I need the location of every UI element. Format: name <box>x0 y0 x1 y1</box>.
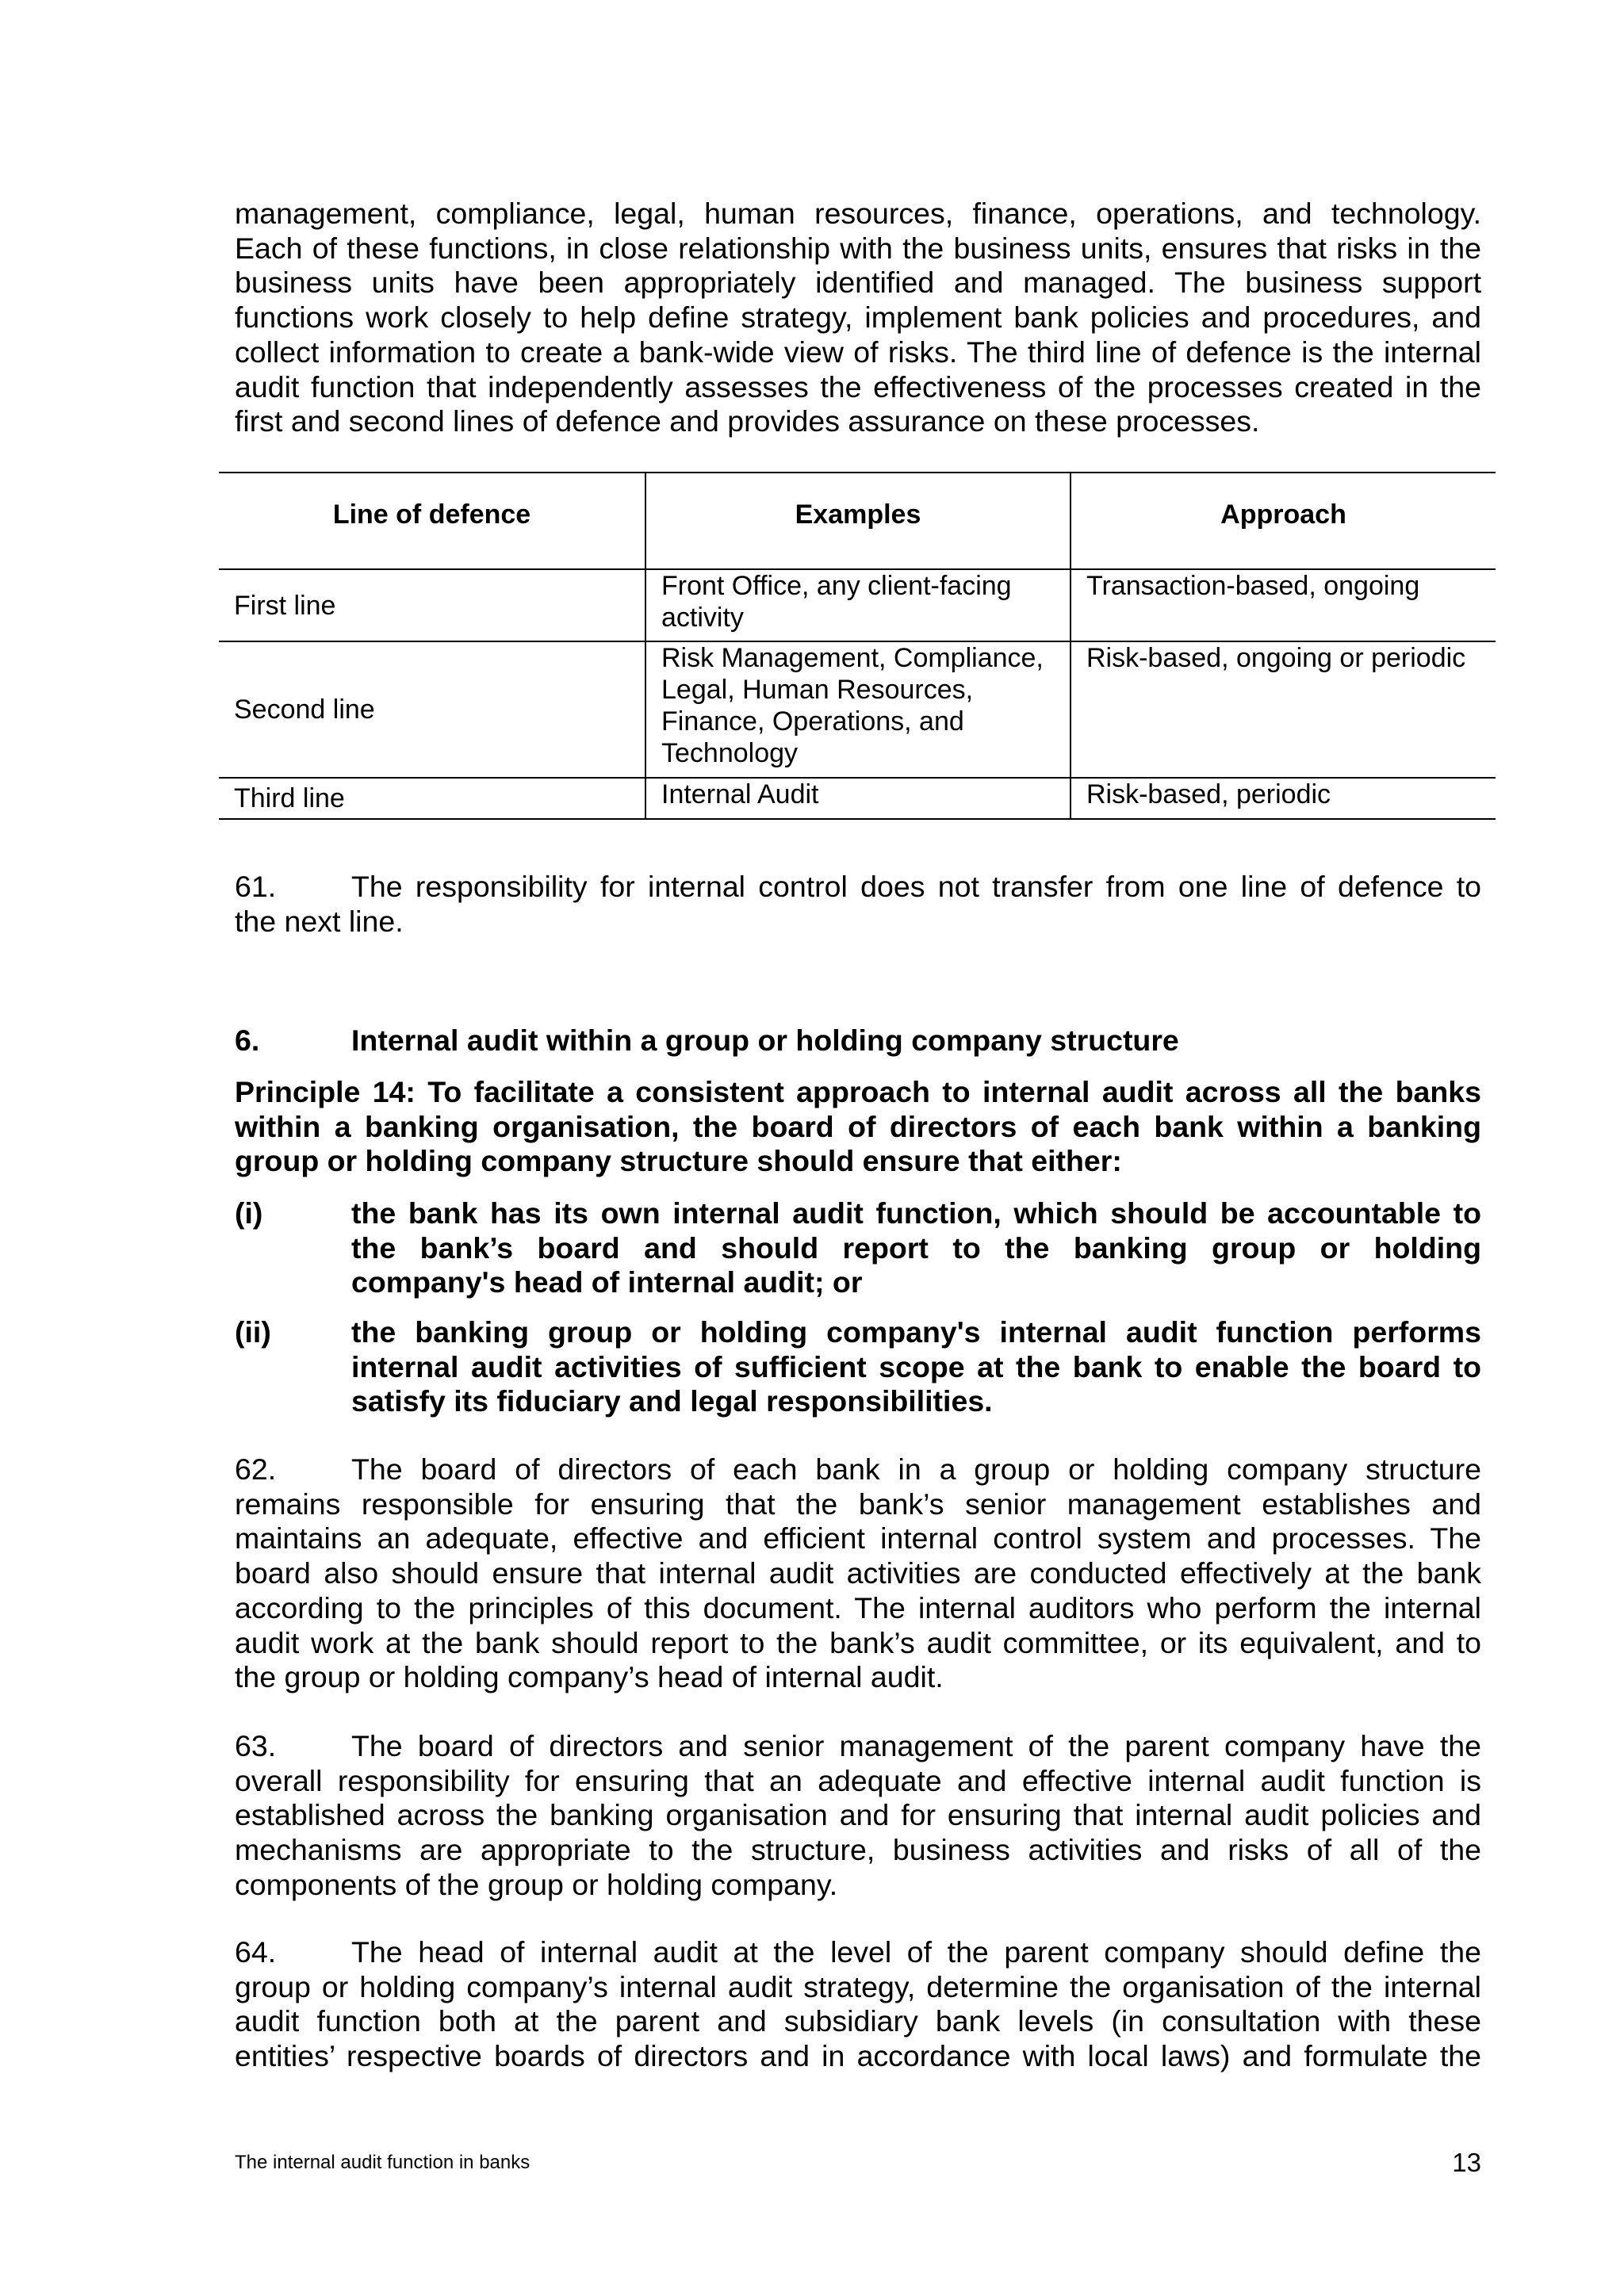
text-line: components of the group or holding company. <box>235 1867 838 1901</box>
text-line: entities’ respective boards of directors and in accordance with local laws) and formulate the <box>235 2039 1481 2073</box>
table-header-cell: Line of defence <box>219 473 645 569</box>
text-line: functions work closely to help define strategy, implement bank policies and procedures, and <box>235 300 1481 335</box>
text-line: satisfy its fiduciary and legal responsibilities. <box>351 1384 993 1418</box>
table-header-cell: Approach <box>1071 473 1496 569</box>
paragraph-lines <box>235 197 1481 439</box>
paragraph-62 <box>235 1452 1481 1695</box>
table-row <box>219 641 1496 778</box>
section-heading <box>235 1024 1481 1058</box>
principle-item-ii <box>235 1315 1481 1419</box>
table-row <box>219 778 1496 819</box>
text-line: company's head of internal audit; or <box>351 1265 863 1299</box>
text-line: internal audit activities of sufficient scope at the bank to enable the board to <box>351 1349 1481 1383</box>
table-cell: Risk Management, Compliance, Legal, Human Resources, Finance, Operations, and Technology <box>645 641 1071 778</box>
table-row <box>219 569 1496 641</box>
text-line: first and second lines of defence and provides assurance on these processes. <box>235 404 1260 438</box>
text-line: audit function both at the parent and subsidiary bank levels (in consultation with these <box>235 2004 1481 2038</box>
section-number: 6. <box>235 1024 260 1057</box>
paragraph-63 <box>235 1729 1481 1903</box>
text-line: the next line. <box>235 904 404 938</box>
table-cell: Risk-based, ongoing or periodic <box>1071 641 1496 778</box>
text-line: maintains an adequate, effective and efficient internal control system and processes. The <box>235 1521 1481 1556</box>
principle-14 <box>235 1075 1481 1179</box>
text-line: The responsibility for internal control does not transfer from one line of defence to <box>351 870 1481 903</box>
section-title: Internal audit within a group or holding company structure <box>351 1024 1179 1057</box>
text-line: Each of these functions, in close relationship with the business units, ensures that risks in the <box>235 231 1481 265</box>
item-label: (ii) <box>235 1315 271 1349</box>
text-line: The board of directors of each bank in a group or holding company structure <box>351 1452 1481 1486</box>
text-line: the group or holding company’s head of internal audit. <box>235 1660 944 1694</box>
text-line: remains responsible for ensuring that the bank’s senior management establishes and <box>235 1487 1481 1521</box>
text-line: the banking group or holding company's internal audit function performs <box>351 1315 1481 1349</box>
paragraph-lines <box>235 1075 1481 1179</box>
footer-document-title: The internal audit function in banks <box>235 2152 530 2173</box>
text-line: established across the banking organisation and for ensuring that internal audit policies and <box>235 1798 1481 1832</box>
paragraph-lines <box>235 1452 1481 1695</box>
text-line: according to the principles of this document. The internal auditors who perform the internal <box>235 1590 1481 1624</box>
paragraph-number: 63. <box>235 1729 277 1762</box>
paragraph-lines <box>235 1935 1481 2074</box>
paragraph-lines <box>235 1729 1481 1903</box>
table-cell: Transaction-based, ongoing <box>1071 569 1496 641</box>
item-label: (i) <box>235 1196 263 1230</box>
paragraph-number: 61. <box>235 870 277 903</box>
paragraph-61 <box>235 870 1481 939</box>
text-line: group or holding company structure should ensure that either: <box>235 1144 1122 1178</box>
text-line: board also should ensure that internal audit activities are conducted effectively at the bank <box>235 1556 1481 1590</box>
text-line: audit work at the bank should report to the bank’s audit committee, or its equivalent, and to <box>235 1625 1481 1659</box>
table-cell: Internal Audit <box>645 778 1071 819</box>
table-cell: Second line <box>219 641 645 778</box>
text-line: The head of internal audit at the level of the parent company should define the <box>351 1935 1481 1969</box>
text-line: overall responsibility for ensuring that an adequate and effective internal audit function is <box>235 1763 1481 1797</box>
paragraph-number: 62. <box>235 1452 277 1486</box>
text-line: the bank has its own internal audit function, which should be accountable to <box>351 1196 1481 1230</box>
table-cell: Third line <box>219 778 645 819</box>
text-line: within a banking organisation, the board of directors of each bank within a banking <box>235 1109 1481 1143</box>
intro-paragraph <box>235 197 1481 439</box>
text-line: Principle 14: To facilitate a consistent approach to internal audit across all the banks <box>235 1075 1481 1108</box>
paragraph-number: 64. <box>235 1935 277 1969</box>
table-cell: Front Office, any client-facing activity <box>645 569 1071 641</box>
principle-item-i <box>235 1196 1481 1300</box>
paragraph-lines <box>351 1196 1481 1300</box>
paragraph-64 <box>235 1935 1481 2074</box>
text-line: business units have been appropriately identified and managed. The business support <box>235 266 1481 300</box>
table-header-cell: Examples <box>645 473 1071 569</box>
text-line: the bank’s board and should report to the banking group or holding <box>351 1230 1481 1265</box>
text-line: management, compliance, legal, human resources, finance, operations, and technology. <box>235 197 1481 230</box>
table-header-row <box>219 473 1496 569</box>
text-line: mechanisms are appropriate to the structure, business activities and risks of all of the <box>235 1833 1481 1867</box>
page-number: 13 <box>1452 2148 1481 2177</box>
text-line: group or holding company’s internal audit strategy, determine the organisation of the internal <box>235 1969 1481 2003</box>
table-cell: Risk-based, periodic <box>1071 778 1496 819</box>
text-line: audit function that independently assesses the effectiveness of the processes created in the <box>235 369 1481 404</box>
paragraph-lines <box>235 870 1481 939</box>
paragraph-lines <box>351 1315 1481 1419</box>
text-line: The board of directors and senior management of the parent company have the <box>351 1729 1481 1762</box>
table-cell: First line <box>219 569 645 641</box>
text-line: collect information to create a bank-wide view of risks. The third line of defence is the internal <box>235 335 1481 369</box>
lines-of-defence-table <box>219 472 1496 820</box>
